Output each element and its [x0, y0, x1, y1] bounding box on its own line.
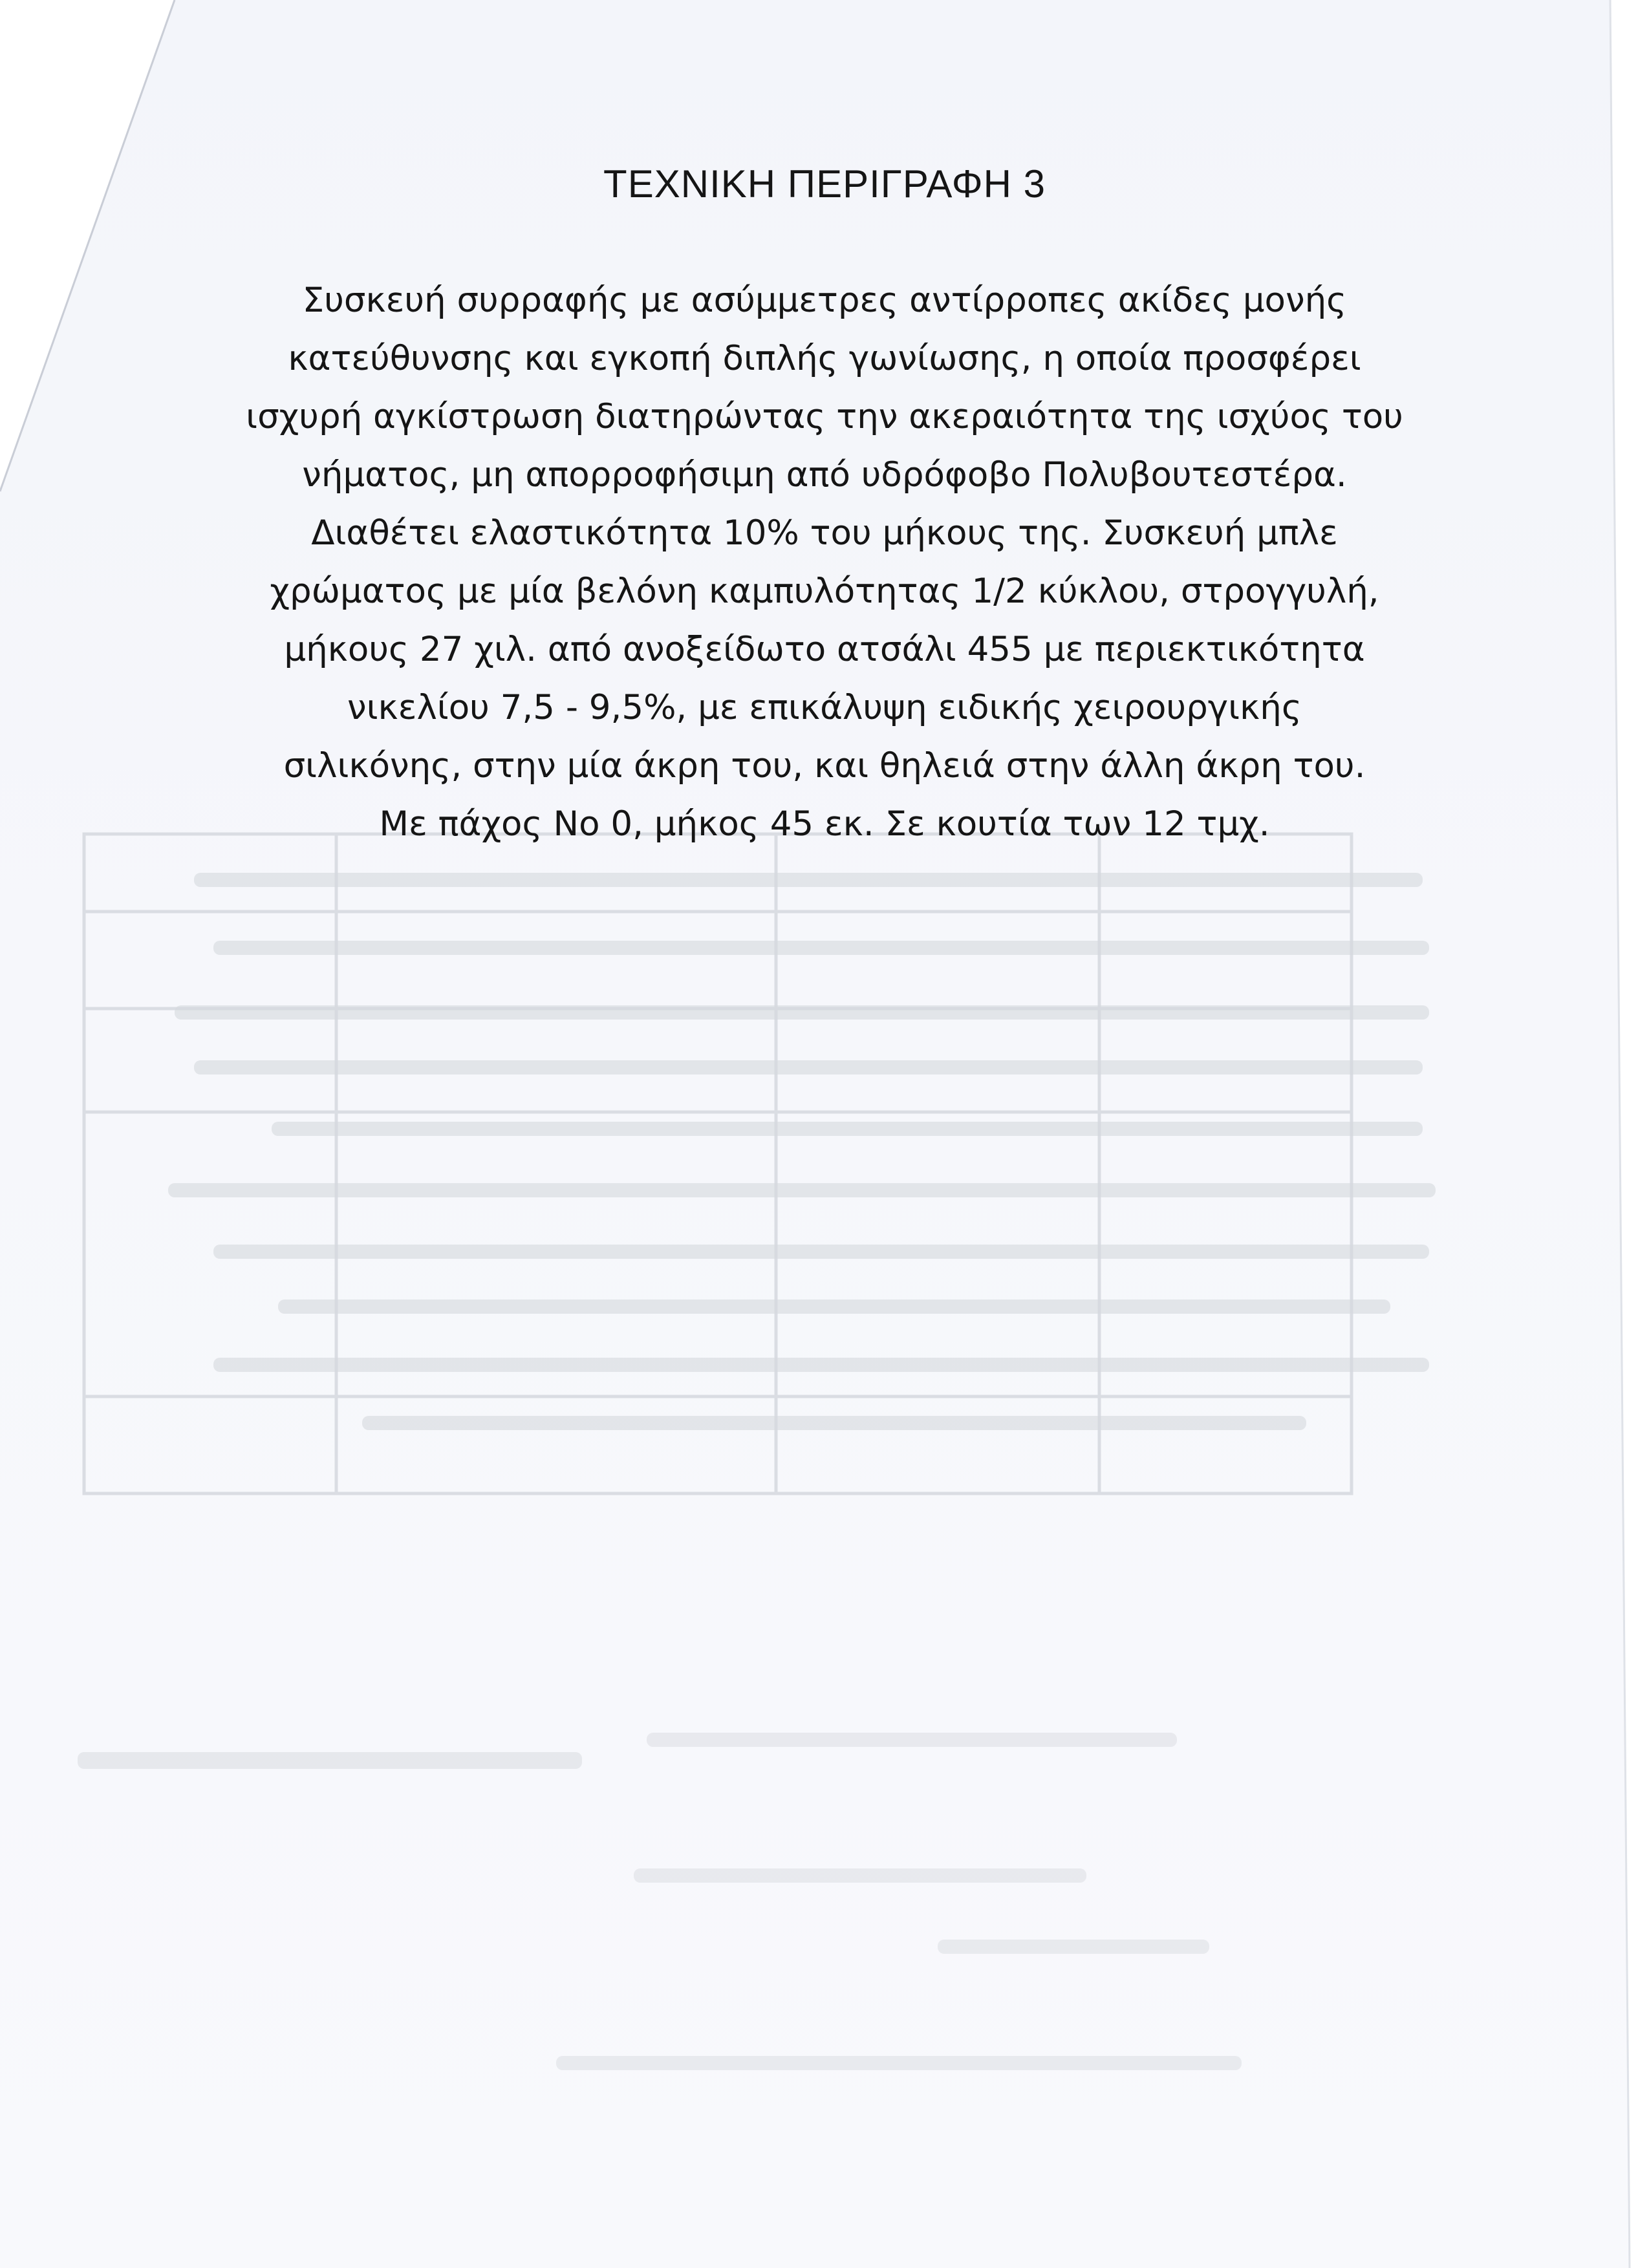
body-line: σιλικόνης, στην μία άκρη του, και θηλειά στην άλλη άκρη του. — [283, 746, 1366, 786]
scan-margin-right — [1610, 0, 1649, 2268]
body-line: νήματος, μη απορροφήσιμη από υδρόφοβο Πολυβουτεστέρα. — [302, 455, 1347, 495]
body-line: Με πάχος Νο 0, μήκος 45 εκ. Σε κουτία των 12 τμχ. — [379, 804, 1270, 844]
body-line: Συσκευή συρραφής με ασύμμετρες αντίρροπες ακίδες μονής — [302, 281, 1347, 320]
body-line: Διαθέτει ελαστικότητα 10% του μήκους της. Συσκευή μπλε — [311, 513, 1338, 553]
document-body — [155, 272, 1494, 853]
body-line: κατεύθυνσης και εγκοπή διπλής γωνίωσης, η οποία προσφέρει — [288, 339, 1361, 378]
body-line: μήκους 27 χιλ. από ανοξείδωτο ατσάλι 455 με περιεκτικότητα — [284, 630, 1365, 669]
body-line: χρώματος με μία βελόνη καμπυλότητας 1/2 κύκλου, στρογγυλή, — [270, 572, 1379, 611]
body-line: ισχυρή αγκίστρωση διατηρώντας την ακεραιότητα της ισχύος του — [246, 397, 1403, 436]
body-line: νικελίου 7,5 - 9,5%, με επικάλυψη ειδικής χειρουργικής — [347, 688, 1302, 727]
document-title: ΤΕΧΝΙΚΗ ΠΕΡΙΓΡΑΦΗ 3 — [603, 162, 1046, 206]
